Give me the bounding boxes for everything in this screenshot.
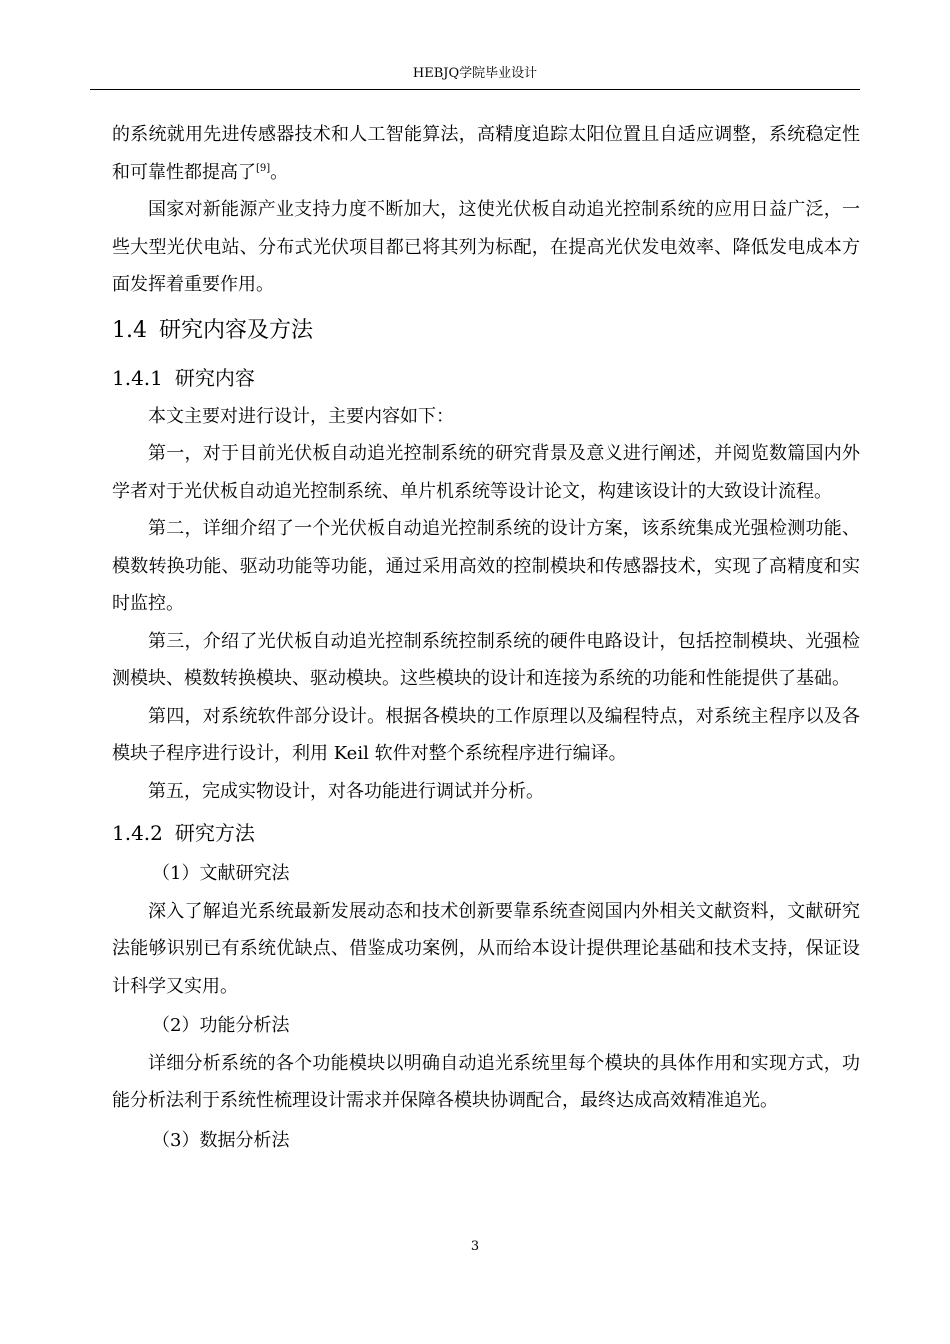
page-header-title: HEBJQ学院毕业设计 bbox=[412, 66, 538, 81]
research-content-item: 第五，完成实物设计，对各功能进行调试并分析。 bbox=[148, 780, 544, 802]
research-content-intro: 本文主要对进行设计，主要内容如下： bbox=[148, 405, 454, 427]
method-label: （3）数据分析法 bbox=[152, 1129, 290, 1151]
header-divider bbox=[90, 89, 860, 90]
section-number: 1.4 bbox=[112, 317, 147, 343]
subsection-number: 1.4.1 bbox=[112, 365, 163, 390]
paragraph-continuation bbox=[112, 116, 860, 191]
paragraph-text: 的系统就用先进传感器技术和人工智能算法，高精度追踪太阳位置且自适应调整，系统稳定性和可靠性都提高了 bbox=[112, 124, 860, 183]
subsection-title: 研究方法 bbox=[174, 821, 255, 845]
method-label: （2）功能分析法 bbox=[152, 1015, 290, 1036]
section-heading-1-4 bbox=[112, 304, 860, 355]
method-description: 深入了解追光系统最新发展动态和技术创新要靠系统查阅国内外相关文献资料，文献研究法能够识别已有系统优缺点、借鉴成功案例，从而给本设计提供理论基础和技术支持，保证设计科学又实用。 bbox=[112, 900, 860, 997]
document-body bbox=[112, 116, 860, 1159]
section-title: 研究内容及方法 bbox=[159, 317, 314, 343]
subsection-title: 研究内容 bbox=[174, 365, 255, 390]
paragraph-policy: 国家对新能源产业支持力度不断加大，这使光伏板自动追光控制系统的应用日益广泛，一些大型光伏电站、分布式光伏项目都已将其列为标配，在提高光伏发电效率、降低发电成本方面发挥着重要作用。 bbox=[112, 199, 860, 295]
paragraph-end-punct: 。 bbox=[270, 161, 289, 183]
research-content-item: 第一，对于目前光伏板自动追光控制系统的研究背景及意义进行阐述，并阅览数篇国内外学者对于光伏板自动追光控制系统、单片机系统等设计论文，构建该设计的大致设计流程。 bbox=[112, 443, 860, 502]
method-label: （1）文献研究法 bbox=[152, 863, 290, 884]
research-content-item: 第二，详细介绍了一个光伏板自动追光控制系统的设计方案，该系统集成光强检测功能、模数转换功能、驱动功能等功能，通过采用高效的控制模块和传感器技术，实现了高精度和实时监控。 bbox=[112, 518, 860, 614]
research-content-item: 第三，介绍了光伏板自动追光控制系统控制系统的硬件电路设计，包括控制模块、光强检测模块、模数转换模块、驱动模块。这些模块的设计和连接为系统的功能和性能提供了基础。 bbox=[112, 630, 860, 689]
subsection-heading-1-4-1 bbox=[112, 355, 860, 398]
subsection-heading-1-4-2 bbox=[112, 810, 860, 853]
subsection-number: 1.4.2 bbox=[112, 821, 163, 845]
page-number: 3 bbox=[470, 1239, 480, 1254]
method-description: 详细分析系统的各个功能模块以明确自动追光系统里每个模块的具体作用和实现方式，功能分析法利于系统性梳理设计需求并保障各模块协调配合，最终达成高效精准追光。 bbox=[112, 1052, 860, 1111]
research-content-item: 第四，对系统软件部分设计。根据各模块的工作原理以及编程特点，对系统主程序以及各模块子程序进行设计，利用 Keil 软件对整个系统程序进行编译。 bbox=[112, 705, 860, 764]
citation-ref: [9] bbox=[256, 162, 271, 174]
